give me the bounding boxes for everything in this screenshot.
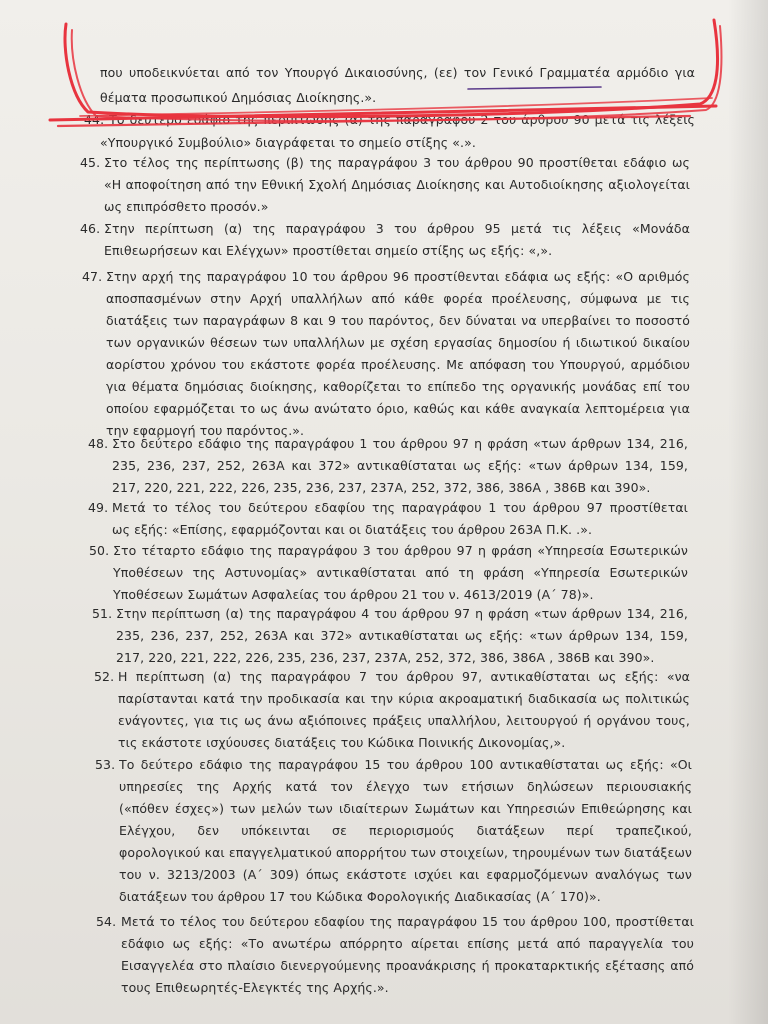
item-line: («πόθεν έσχες») των μελών των ιδιαίτερων Σωμάτων και Υπηρεσιών Επιθεώρησης και [119,801,692,816]
item-number: 54. [96,914,117,929]
item-number: 46. [80,221,101,236]
intro-line: 44. Το δεύτερο εδάφιο της περίπτωσης (α) της παραγράφου 2 του άρθρου 90 μετά τις λέξεις [84,112,695,127]
intro-line: θέματα προσωπικού Δημόσιας Διοίκησης.». [100,90,377,105]
item-number: 47. [82,269,103,284]
item-number: 53. [95,757,116,772]
item-line: ενάγοντες, για τις ως άνω αξιόποινες πράξεις υπαλλήλου, λειτουργού ή οργάνου τους, [118,713,690,728]
item-line: υπηρεσίες της Αρχής κατά τον έλεγχο των ετήσιων δηλώσεων περιουσιακής [119,779,692,794]
item-line: διατάξεις των παραγράφων 8 και 9 του παρόντος, δεν δύναται να υπερβαίνει το ποσοστό [106,313,690,328]
page-edge-shadow [728,0,768,1024]
item-line: Στο τέλος της περίπτωσης (β) της παραγράφου 3 του άρθρου 90 προστίθεται εδάφιο ως [104,155,690,170]
intro-line: που υποδεικνύεται από τον Υπουργό Δικαιοσύνης, (εε) τον Γενικό Γραμματέα αρμόδιο για [100,65,695,80]
item-line: Υποθέσεων Σωμάτων Ασφαλείας του άρθρου 21 του ν. 4613/2019 (Α΄ 78)». [113,587,594,602]
item-line: παρίστανται κατά την προδικασία και την κύρια ακροαματική διαδικασία ως πολιτικώς [118,691,690,706]
item-line: Μετά το τέλος του δεύτερου εδαφίου της παραγράφου 1 του άρθρου 97 προστίθεται [112,500,688,515]
item-line: Στο τέταρτο εδάφιο της παραγράφου 3 του άρθρου 97 η φράση «Υπηρεσία Εσωτερικών [113,543,688,558]
item-line: εδάφιο ως εξής: «Το ανωτέρω απόρρητο αίρεται επίσης μετά από παραγγελία του [121,936,694,951]
item-line: Εισαγγελέα στο πλαίσιο διενεργούμενης προανάκρισης ή προκαταρκτικής εξέτασης από [121,958,694,973]
item-line: τις εκάστοτε ισχύουσες διατάξεις του Κώδικα Ποινικής Δικονομίας,». [118,735,566,750]
item-line: Επιθεωρήσεων και Ελέγχων» προστίθεται σημείο στίξης ως εξής: «,». [104,243,553,258]
item-line: ως επιπρόσθετο προσόν.» [104,199,269,214]
item-line: ως εξής: «Επίσης, εφαρμόζονται και οι διατάξεις του άρθρου 263Α Π.Κ. .». [112,522,593,537]
item-number: 51. [92,606,113,621]
item-line: για θέματα δημόσιας διοίκησης, καθορίζεται το επίπεδο της οργανικής μονάδας επί του [106,379,690,394]
intro-line: «Υπουργικό Συμβούλιο» διαγράφεται το σημείο στίξης «.». [100,135,476,150]
item-line: Στην περίπτωση (α) της παραγράφου 3 του άρθρου 95 μετά τις λέξεις «Μονάδα [104,221,690,236]
item-number: 45. [80,155,101,170]
item-line: Ελέγχου, δεν υπόκεινται σε περιορισμούς διατάξεων περί τραπεζικού, [119,823,692,838]
item-number: 50. [89,543,110,558]
item-line: οποίου εφαρμόζεται το ως άνω ανώτατο όριο, καθώς και κάθε αναγκαία λεπτομέρεια για [106,401,690,416]
item-number: 48. [88,436,109,451]
purple-underline-mark [468,87,601,89]
item-line: φορολογικού και επαγγελματικού απορρήτου των στοιχείων, τηρουμένων των διατάξεων [119,845,692,860]
item-line: Στην αρχή της παραγράφου 10 του άρθρου 96 προστίθενται εδάφια ως εξής: «Ο αριθμός [106,269,690,284]
item-line: την εφαρμογή του παρόντος.». [106,423,305,438]
item-number: 52. [94,669,115,684]
item-line: 217, 220, 221, 222, 226, 235, 236, 237, 237Α, 252, 372, 386, 386Α , 386Β και 390». [112,480,651,495]
item-line: αορίστου χρόνου του εκάστοτε φορέα προέλευσης. Με απόφαση του Υπουργού, αρμόδιου [106,357,690,372]
item-number: 49. [88,500,109,515]
item-line: 217, 220, 221, 222, 226, 235, 236, 237, 237Α, 252, 372, 386, 386Α , 386Β και 390». [116,650,655,665]
item-line: διατάξεων του άρθρου 17 του Κώδικα Φορολογικής Διαδικασίας (Α΄ 170)». [119,889,601,904]
item-line: Υποθέσεων της Αστυνομίας» αντικαθίσταται από τη φράση «Υπηρεσία Εσωτερικών [113,565,688,580]
item-line: 235, 236, 237, 252, 263Α και 372» αντικαθίσταται ως εξής: «των άρθρων 134, 159, [116,628,688,643]
item-line: Στην περίπτωση (α) της παραγράφου 4 του άρθρου 97 η φράση «των άρθρων 134, 216, [116,606,688,621]
item-line: 235, 236, 237, 252, 263Α και 372» αντικαθίσταται ως εξής: «των άρθρων 134, 159, [112,458,688,473]
item-line: Μετά το τέλος του δεύτερου εδαφίου της παραγράφου 15 του άρθρου 100, προστίθεται [121,914,694,929]
item-line: αποσπασμένων στην Αρχή υπαλλήλων από κάθε φορέα προέλευσης, σύμφωνα με τις [106,291,690,306]
item-line: Η περίπτωση (α) της παραγράφου 7 του άρθρου 97, αντικαθίσταται ως εξής: «να [118,669,690,684]
item-line: τους Επιθεωρητές-Ελεγκτές της Αρχής.». [121,980,389,995]
item-line: Στο δεύτερο εδάφιο της παραγράφου 1 του άρθρου 97 η φράση «των άρθρων 134, 216, [112,436,688,451]
item-line: των οργανικών θέσεων των υπαλλήλων με σχέση εργασίας δημοσίου ή ιδιωτικού δικαίου [106,335,690,350]
item-line: «Η αποφοίτηση από την Εθνική Σχολή Δημόσιας Διοίκησης και Αυτοδιοίκησης αξιολογείται [104,177,690,192]
item-line: του ν. 3213/2003 (Α΄ 309) όπως εκάστοτε ισχύει και εφαρμοζόμενων αναλόγως των [119,867,692,882]
item-line: Το δεύτερο εδάφιο της παραγράφου 15 του άρθρου 100 αντικαθίσταται ως εξής: «Οι [119,757,692,772]
